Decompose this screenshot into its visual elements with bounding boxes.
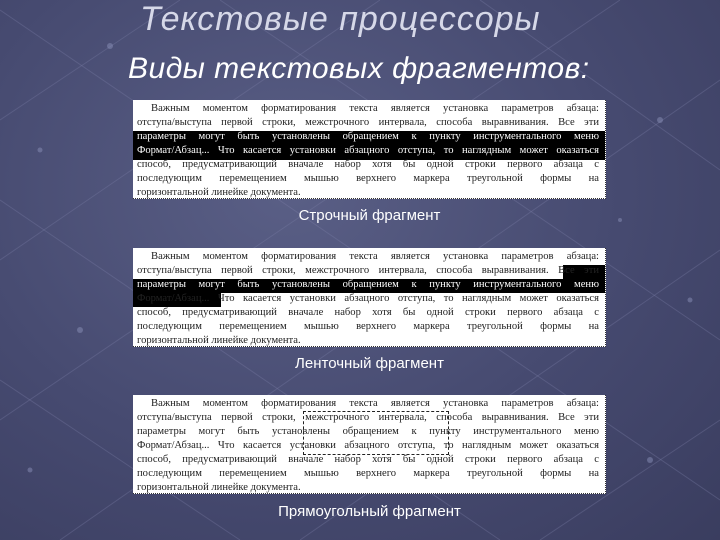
paragraph-line-selected: Формат/Абзац... Что касается установки абзацного отступа, то наглядным может оказаться xyxy=(137,145,599,156)
slide-title: Текстовые процессоры xyxy=(140,0,541,38)
paragraph-line: Важным моментом форматирования текста является установка параметров абзаца: xyxy=(151,251,599,262)
paragraph-line: параметры могут быть установлены обращением к пункту инструментального меню xyxy=(137,426,599,437)
paragraph-line: способ, предусматривающий вначале набор хотя бы одной строки первого абзаца с xyxy=(137,454,599,465)
paragraph-line: Формат/Абзац... Что касается установки абзацного отступа, то наглядным может оказаться xyxy=(137,440,599,451)
paragraph-line: горизонтальной линейке документа. xyxy=(137,335,301,346)
paragraph-line: способ, предусматривающий вначале набор хотя бы одной строки первого абзаца с xyxy=(137,159,599,170)
paragraph-line: отступа/выступа первой строки, межстрочного интервала, способа выравнивания. Все эти xyxy=(137,412,599,423)
rectangle-fragment-example xyxy=(133,395,606,494)
fragment-caption-ribbon: Ленточный фрагмент xyxy=(295,355,444,372)
paragraph-line: последующим перемещением мышью верхнего маркера треугольной формы на xyxy=(137,468,599,479)
paragraph-line: Формат/Абзац... Что касается установки абзацного отступа, то наглядным может оказаться xyxy=(137,293,599,304)
paragraph-line: горизонтальной линейке документа. xyxy=(137,482,301,493)
paragraph-line-selected: параметры могут быть установлены обращением к пункту инструментального меню xyxy=(137,279,599,290)
fragment-caption-rectangle: Прямоугольный фрагмент xyxy=(278,503,461,520)
ribbon-fragment-example xyxy=(133,248,606,347)
paragraph-line: последующим перемещением мышью верхнего маркера треугольной формы на xyxy=(137,321,599,332)
fragment-caption-lines: Строчный фрагмент xyxy=(298,207,441,224)
paragraph-line: отступа/выступа первой строки, межстрочного интервала, способа выравнивания. Все эти xyxy=(137,117,599,128)
rectangle-selection-frame xyxy=(303,411,449,455)
paragraph-line-selected: параметры могут быть установлены обращением к пункту инструментального меню xyxy=(137,131,599,142)
line-fragment-example xyxy=(133,100,606,199)
paragraph-line: отступа/выступа первой строки, межстрочного интервала, способа выравнивания. Все эти xyxy=(137,265,599,276)
paragraph-line: Важным моментом форматирования текста является установка параметров абзаца: xyxy=(151,398,599,409)
paragraph-line: последующим перемещением мышью верхнего маркера треугольной формы на xyxy=(137,173,599,184)
paragraph-line: Важным моментом форматирования текста является установка параметров абзаца: xyxy=(151,103,599,114)
paragraph-line: способ, предусматривающий вначале набор хотя бы одной строки первого абзаца с xyxy=(137,307,599,318)
slide-subtitle: Виды текстовых фрагментов: xyxy=(128,52,590,85)
paragraph-line: горизонтальной линейке документа. xyxy=(137,187,301,198)
